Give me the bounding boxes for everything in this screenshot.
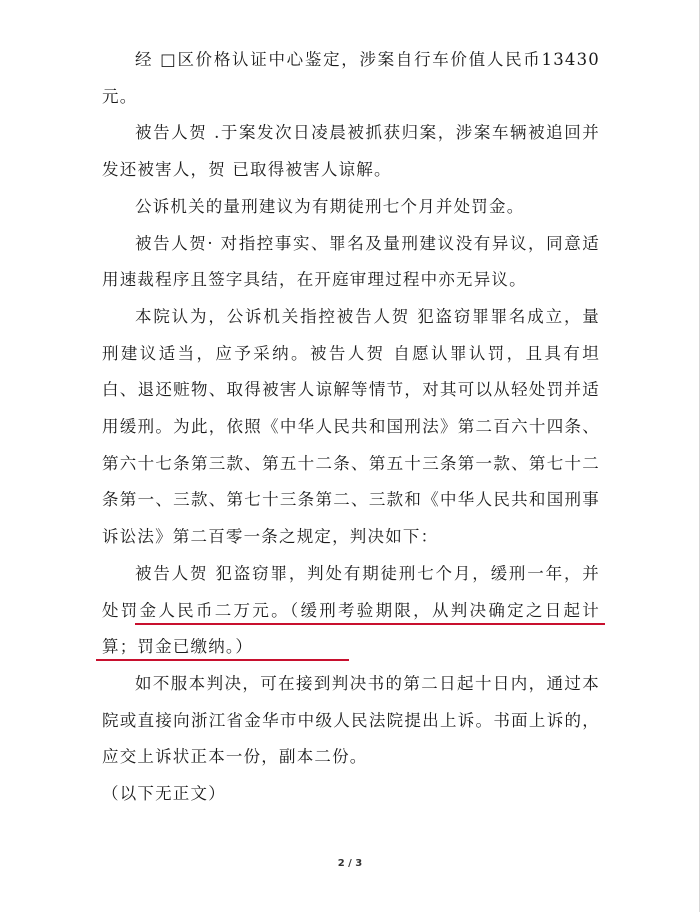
- paragraph-no-objection: 被告人贺· 对指控事实、罪名及量刑建议没有异议，同意适用速裁程序且签字具结，在开庭审理过程中亦无异议。: [102, 233, 600, 290]
- verdict-highlight-underline: [135, 623, 605, 625]
- paragraph-appeal-notice: 如不服本判决，可在接到判决书的第二日起十日内，通过本院或直接向浙江省金华市中级人民法院提出上诉。书面上诉的，应交上诉状正本一份，副本二份。: [102, 673, 600, 767]
- paragraph-verdict: 被告人贺 犯盗窃罪，判处有期徒刑七个月，缓刑一年，并处罚金人民币二万元。（缓刑考验期限，从判决确定之日起计算；罚金已缴纳。）: [102, 563, 600, 657]
- page-number: 2 / 3: [337, 858, 363, 869]
- verdict-highlight-underline-continued: [96, 659, 349, 661]
- paragraph-valuation: 经 □区价格认证中心鉴定，涉案自行车价值人民币13430元。: [102, 50, 600, 106]
- paragraph-arrest: 被告人贺 .于案发次日凌晨被抓获归案，涉案车辆被追回并发还被害人，贺 已取得被害人谅解。: [102, 123, 600, 180]
- closing-note: （以下无正文）: [102, 784, 226, 804]
- paragraph-court-opinion: 本院认为，公诉机关指控被告人贺 犯盗窃罪罪名成立，量刑建议适当，应予采纳。被告人贺 自愿认罪认罚，且具有坦白、退还赃物、取得被害人谅解等情节，对其可以从轻处罚并适用缓刑。为此，依照《中华人民共和国刑法》第二百六十四条、第六十七条第三款、第五十二条、第五十三条第一款、第七十二条第一、三款、第七十三条第二、三款和《中华人民共和国刑事诉讼法》第二百零一条之规定，判决如下：: [102, 306, 600, 547]
- paragraph-sentencing-proposal: 公诉机关的量刑建议为有期徒刑七个月并处罚金。: [135, 196, 525, 216]
- judgment-body: [102, 42, 600, 813]
